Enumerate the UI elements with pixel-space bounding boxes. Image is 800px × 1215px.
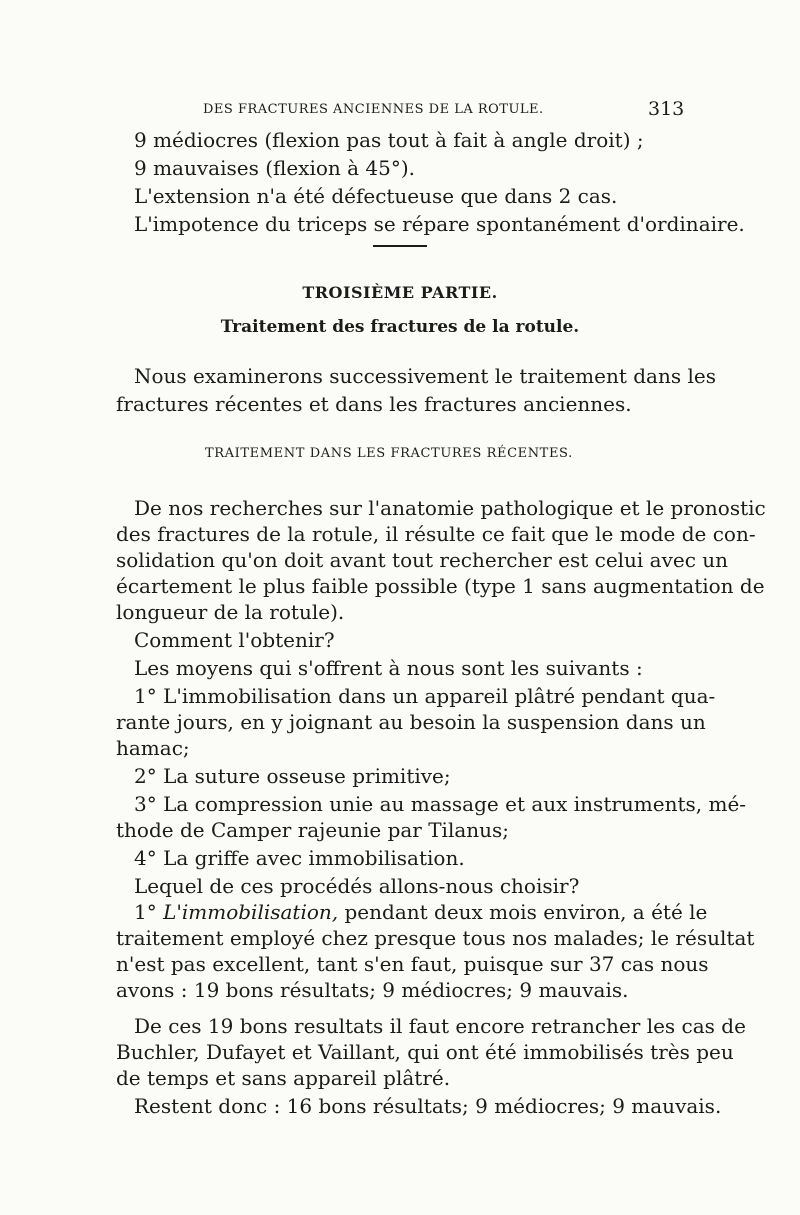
page-number: 313 <box>648 98 685 120</box>
text-line: de temps et sans appareil plâtré. <box>116 1066 451 1090</box>
text-line: thode de Camper rajeunie par Tilanus; <box>116 818 510 842</box>
text-line: Les moyens qui s'offrent à nous sont les suivants : <box>134 656 643 680</box>
text-line: Restent donc : 16 bons résultats; 9 médiocres; 9 mauvais. <box>134 1094 722 1118</box>
text-line: hamac; <box>116 736 190 760</box>
text-line: 9 mauvaises (flexion à 45°). <box>134 156 416 180</box>
text-line: solidation qu'on doit avant tout rechercher est celui avec un <box>116 548 729 572</box>
text-line: Lequel de ces procédés allons-nous choisir? <box>134 874 580 898</box>
text-line: n'est pas excellent, tant s'en faut, puisque sur 37 cas nous <box>116 952 709 976</box>
text-line: Nous examinerons successivement le traitement dans les <box>134 364 716 388</box>
italic-term: L'immobilisation, <box>163 900 339 924</box>
text-line: 1° L'immobilisation dans un appareil plâtré pendant qua- <box>134 684 716 708</box>
text-line: 3° La compression unie au massage et aux instruments, mé- <box>134 792 747 816</box>
part-title: TROISIÈME PARTIE. <box>302 283 498 302</box>
text-line: écartement le plus faible possible (type 1 sans augmentation de <box>116 574 765 598</box>
text-line: avons : 19 bons résultats; 9 médiocres; 9 mauvais. <box>116 978 629 1002</box>
text-line: fractures récentes et dans les fractures anciennes. <box>116 392 632 416</box>
text-line: traitement employé chez presque tous nos malades; le résultat <box>116 926 755 950</box>
text-line: Comment l'obtenir? <box>134 628 335 652</box>
text-line: longueur de la rotule). <box>116 600 345 624</box>
text-continuation: pendant deux mois environ, a été le <box>344 900 708 924</box>
text-line-immobilisation <box>134 899 708 925</box>
text-line: 4° La griffe avec immobilisation. <box>134 846 465 870</box>
text-line: 9 médiocres (flexion pas tout à fait à angle droit) ; <box>134 128 644 152</box>
text-line: rante jours, en y joignant au besoin la suspension dans un <box>116 710 706 734</box>
text-line: De ces 19 bons resultats il faut encore retrancher les cas de <box>134 1014 746 1038</box>
text-line: 2° La suture osseuse primitive; <box>134 764 451 788</box>
text-line: des fractures de la rotule, il résulte ce fait que le mode de con- <box>116 522 756 546</box>
numbering: 1° <box>134 900 157 924</box>
separator-rule <box>373 245 427 247</box>
text-line: L'extension n'a été défectueuse que dans 2 cas. <box>134 184 618 208</box>
part-subtitle: Traitement des fractures de la rotule. <box>220 317 580 337</box>
text-line: L'impotence du triceps se répare spontanément d'ordinaire. <box>134 212 745 236</box>
running-title: DES FRACTURES ANCIENNES DE LA ROTULE. <box>203 102 544 117</box>
text-line: De nos recherches sur l'anatomie pathologique et le pronostic <box>134 496 766 520</box>
section-heading: TRAITEMENT DANS LES FRACTURES RÉCENTES. <box>205 446 573 461</box>
text-line: Buchler, Dufayet et Vaillant, qui ont été immobilisés très peu <box>116 1040 734 1064</box>
